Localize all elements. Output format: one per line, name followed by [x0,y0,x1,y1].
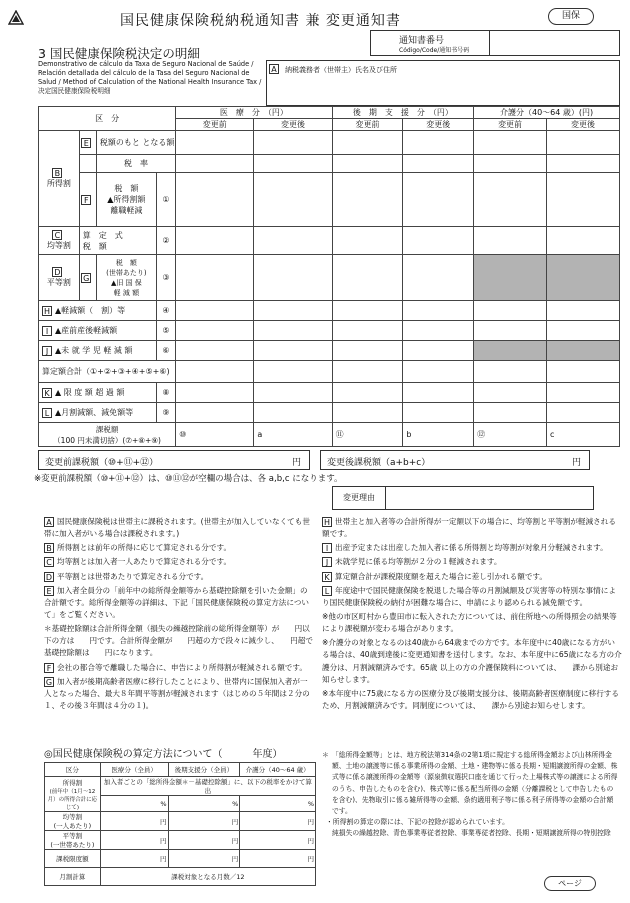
left-note-item [44,542,314,554]
taxpayer-letter: A [269,64,279,74]
notice-number-box [370,30,620,56]
header-before: 変更前 [332,119,403,131]
row-label-g3: ▲旧 国 保 [110,278,142,287]
row-label-f2: ▲所得割額 [107,195,146,204]
right-note-item [322,571,622,583]
method-r1-text: 加入者ごとの「総所得金額＊－基礎控除額」に、以下の税率をかけて算出 [100,777,315,796]
row-letter-b: B [52,168,62,178]
notes-right [322,516,622,714]
row-letter-f: F [81,195,91,205]
row-label-rate: 税 率 [96,155,175,173]
method-yen: 円 [100,850,168,868]
right-note-text: ※本年度中に75歳になる方の医療分及び後期支援分は、後期高齢者医療制度に移行するため、月割減額済みです。同制度については、 課から別途お知らせします。 [322,688,619,710]
row-num-8: ⑧ [156,383,175,403]
left-note-letter: C [44,557,54,567]
method-r5-text: 課税対象となる月数／12 [100,868,315,886]
row-letter-c: C [52,230,62,240]
kokuho-tag: 国保 [548,8,594,25]
row-letter-h: H [43,306,50,316]
right-note-letter: J [322,557,332,567]
method-yen: 円 [168,831,240,850]
method-title: ◎国民健康保険税の算定方法について（ 年度） [44,749,283,760]
income-note-star: ＊ [322,751,329,759]
method-yen: 円 [168,812,240,831]
method-yen: 円 [240,850,316,868]
header-kubun: 区 分 [39,107,176,131]
left-note-letter: D [45,572,53,582]
method-yen: 円 [240,812,316,831]
header-care: 介護分（40～64 歳）(円) [474,107,620,119]
right-note-letter: K [322,572,332,582]
row-num-4: ④ [156,301,175,321]
method-yen: 円 [100,831,168,850]
left-note-text: 加入者全員分の「前年中の総所得金額等から基礎控除額を引いた金額」の合計額です。総所得金額等の詳細は、下記「国民健康保険税の算定方法について」をご覧ください。 [44,585,310,619]
income-note-text3: 純損失の繰越控除、青色事業専従者控除、事業専従者控除、長期・短期譲渡所得の特別控除 [332,829,611,838]
taxpayer-box [266,60,620,106]
right-note-item [322,516,622,540]
right-note-text: ※他の市区町村から豊田市に転入された方については、前住所地への所得照会の結果等により課税額が変わる場合があります。 [322,611,617,634]
taxpayer-label: 納税義務者（世帯主）氏名及び住所 [285,66,397,74]
before-total-label: 変更前課税額（⑩+⑪+⑫） [45,458,159,468]
header-support: 後 期 支 援 分 （円） [332,107,473,119]
header-after: 変更後 [403,119,474,131]
before-total-unit: 円 [291,458,301,468]
method-r3-label: 平等割 [62,832,83,840]
cell-c: c [547,423,620,447]
header-medical: 医 療 分 （円） [176,107,333,119]
income-note-text2: ・所得割の算定の際には、下記の控除が認められています。 [326,818,509,827]
before-total-box [38,450,310,470]
notice-number-label: 通知書番号 [399,36,445,46]
tax-detail-table [38,106,620,447]
header-after: 変更後 [254,119,332,131]
method-r1-label: 所得割 [62,778,83,787]
row-label-g4: 軽 減 額 [113,288,140,297]
row-label-f1: 税 額 [114,184,139,193]
cell-10: ⑩ [176,423,254,447]
row-label-k: ▲ 限 度 額 超 過 額 [55,388,125,397]
header-before: 変更前 [474,119,547,131]
left-note-text: 所得割とは前年の所得に応じて算定される分です。 [57,543,232,553]
row-label-l: ▲月割減額、減免額等 [55,408,134,417]
income-note [322,750,618,840]
right-note-text: 算定額合計が課税限度額を超えた場合に差し引かれる額です。 [335,571,548,581]
row-label-g1: 税 額 [115,258,137,267]
change-reason-box [332,486,594,510]
row-num-3: ③ [156,255,175,301]
row-letter-j: J [42,346,52,356]
method-yen: 円 [168,850,240,868]
row-label-d: 平等割 [46,278,71,287]
right-note-text: 出産予定または出産した加入者に係る所得割と均等割が対象月分軽減されます。 [335,543,608,553]
row-label-c: 均等割 [46,241,71,250]
right-note-letter: I [322,543,332,553]
method-table [44,762,316,886]
row-letter-e: E [81,138,91,148]
row-label-b: 所得割 [46,179,71,188]
totals-note: ※変更前課税額（⑩+⑪+⑫）は、⑩⑪⑫が空欄の場合は、各 a,b,c になります。 [34,474,343,484]
right-note-item [322,688,622,712]
left-note-item [44,662,314,674]
row-label-tax2: （100 円未満切捨）(⑦+⑧+⑨) [53,435,161,445]
notes-left [44,516,314,714]
left-note-item [44,623,314,659]
method-col-sup: 後期支援分（全員） [168,763,240,777]
method-r2-label: 均等割 [62,813,83,821]
right-note-item [322,542,622,554]
row-num-6: ⑥ [156,341,175,361]
right-note-letter: H [323,518,330,527]
method-yen: 円 [100,812,168,831]
row-letter-l: L [42,408,52,418]
method-pct: % [168,796,240,812]
header-after: 変更後 [547,119,620,131]
row-letter-i: I [42,326,52,336]
left-note-letter: B [44,543,54,553]
row-num-2: ② [156,227,175,255]
row-label-h: ▲軽減額（ 割）等 [55,306,126,315]
row-label-g2: (世帯あたり) [106,268,147,277]
left-note-item [44,585,314,621]
right-note-text: ※介護分の対象となるのは40歳から64歳までの方です。本年度中に40歳になる方がいる場合は、40歳到達後に変更通知書を送付します。なお、本年度中に65歳になる方の介護分は、月割減額済みです。65歳 以上の方の介護保険料については、 課から別途お知らせします。 [322,638,622,684]
left-note-text: 国民健康保険税は世帯主に課税されます。(世帯主が加入していなくても世帯に加入者がいる場合は課税されます。) [44,517,310,539]
row-label-j: ▲未 就 学 児 軽 減 額 [55,346,133,355]
left-note-item [44,556,314,568]
row-label-tax1: 課税額 [95,424,119,434]
logo-icon [8,10,24,26]
cell-12: ⑫ [474,423,547,447]
left-note-letter: G [45,677,53,687]
left-note-text: 平等割とは世帯あたりで算定される分です。 [57,571,209,581]
income-note-text1: 「総所得金額等」とは、地方税法第314条の2第1項に規定する総所得金額および山林所得金額、土地の譲渡等に係る事業所得の金額、土地・建物等に係る長期・短期譲渡所得の金額、株式等に係る譲渡所得の金額等（源泉徴収選択口座を通じて行った上場株式等の譲渡による所得のうち、申告したものを含む)、株式等に係る配当所得の金額（分離課税として申告したものを含む)、先物取引に係る雑所得等の金額、条約適用利子等に係る利子所得等の金額の合計額です。 [332,751,618,816]
notice-number-sub: Código/Code/通知书号码 [399,47,470,54]
row-label-c1: 算 定 式 [82,230,123,240]
row-label-i: ▲産前産後軽減額 [55,326,118,335]
row-num-5: ⑤ [156,321,175,341]
after-total-box [320,450,590,470]
row-label-sum: 算定額合計（①+②+③+④+⑤+⑥) [39,361,176,383]
left-note-item [44,571,314,583]
row-num-1: ① [156,173,175,227]
page-title: 国民健康保険税納税通知書 兼 変更通知書 [120,13,401,29]
left-note-text: ＊基礎控除額は合計所得金額（損失の繰越控除前の総所得金額等）が 円以下の方は 円です。合計所得金額が 円超の方で段々に減少し、 円超で基礎控除額は 円になります。 [44,624,313,658]
left-note-letter: E [44,586,54,596]
method-r5-label: 月割計算 [45,868,101,886]
left-note-item [44,676,314,712]
right-note-item [322,611,622,635]
cell-a: a [254,423,332,447]
right-note-text: 世帯主と加入者等の合計所得が一定額以下の場合に、均等割と平等割が軽減される額です。 [322,517,616,539]
left-note-text: 会社の都合等で離職した場合に、申告により所得割が軽減される額です。 [57,662,307,672]
right-note-letter: L [322,586,332,596]
right-note-item [322,585,622,609]
row-letter-d: D [54,268,61,277]
method-r2-sub: (一人あたり) [53,822,92,830]
page-tag: ページ [544,876,596,891]
cell-11: ⑪ [332,423,403,447]
left-note-letter: F [44,663,54,673]
method-r3-sub: (一世帯あたり) [50,841,95,849]
method-col-med: 医療分（全員） [100,763,168,777]
method-pct: % [240,796,316,812]
change-reason-label: 変更理由 [333,487,386,509]
method-col-kubun: 区分 [45,763,101,777]
right-note-text: 年度途中で国民健康保険を脱退した場合等の月割減額及び災害等の特別な事情により国民健康保険税の納付が困難な場合に、申請により認められる減免額です。 [322,585,616,607]
method-r1-sub: (前年中（1月～12月）の所得合計に応じて) [47,788,98,811]
row-label-c2: 税 額 [82,241,107,251]
row-label-f3: 離職軽減 [110,206,143,215]
left-note-text: 加入者が後期高齢者医療に移行したことにより、世帯内に国保加入者が一人となった場合、最大８年間平等割が軽減されます（はじめの５年間は２分の１、その後３年間は４分の１)。 [44,676,310,710]
method-pct: % [100,796,168,812]
right-note-item [322,637,622,686]
method-col-care: 介護分（40～64 歳） [240,763,316,777]
method-yen: 円 [240,831,316,850]
right-note-item [322,556,622,568]
after-total-unit: 円 [571,458,581,468]
section-title: 3 国民健康保険税決定の明細 [38,46,200,61]
cell-b: b [403,423,474,447]
left-note-text: 均等割とは加入者一人あたりで算定される分です。 [57,557,232,567]
row-letter-k: K [42,388,52,398]
method-r4-label: 課税限度額 [45,850,101,868]
row-num-9: ⑨ [156,403,175,423]
after-total-label: 変更後課税額（a+b+c） [327,458,431,468]
left-note-item [44,516,314,540]
row-letter-g: G [83,273,90,283]
right-note-text: 未就学児に係る均等割が２分の１軽減されます。 [335,557,502,567]
row-label-e: 税額のもと となる額 [96,131,175,155]
header-before: 変更前 [176,119,254,131]
left-note-letter: A [44,517,54,527]
section-description: Demonstrativo de cálculo da Taxa de Seguro Nacional de Saúde / Relación detallada del cálculo de la Tasa del Seguro Nacional de Salud / Method of Calculation of the National Health Insurance Tax /决定国民健康保险税明细 [38,60,262,95]
